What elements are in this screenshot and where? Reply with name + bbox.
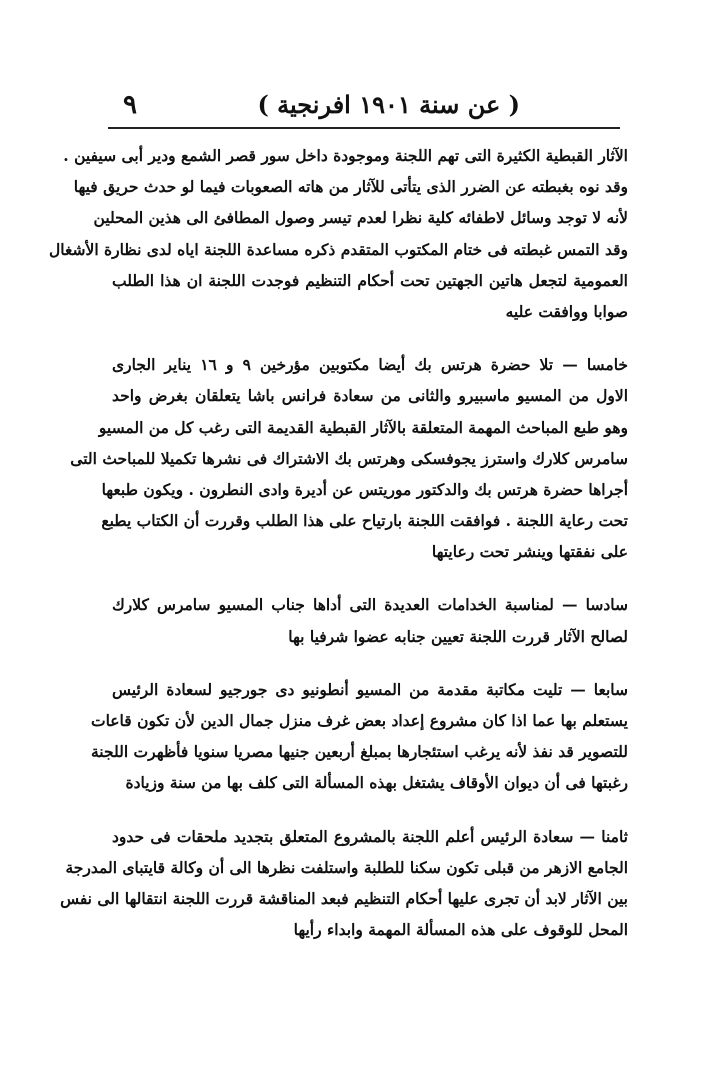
paragraph <box>112 589 628 651</box>
text-line: وهو طبع المباحث المهمة المتعلقة بالآثار القبطية القديمة التى رغب كل من المسيو <box>98 417 628 437</box>
page-header <box>95 88 635 124</box>
text-line: المحل للوقوف على هذه المسألة المهمة وابداء رأيها <box>293 920 628 940</box>
paragraph <box>90 674 628 799</box>
text-line: وقد التمس غبطته فى ختام المكتوب المتقدم ذكره مساعدة اللجنة اياه لدى نظارة الأشغال <box>49 239 628 259</box>
text-line: الجامع الازهر من قبلى تكون سكنا للطلبة واستلفت نظرها الى أن وكالة قايتباى المدرجة <box>65 857 628 877</box>
text-line: صوابا ووافقت عليه <box>505 301 628 321</box>
running-title: ( عن سنة ١٩٠١ افرنجية ) <box>257 90 520 119</box>
text-line: خامسا — تلا حضرة هرتس بك أيضا مكتوبين مؤرخين ٩ و ١٦ يناير الجارى <box>112 355 628 375</box>
page-number: ٩ <box>123 90 137 120</box>
paragraph <box>49 140 628 327</box>
paragraph-gap <box>112 567 628 589</box>
paragraph <box>60 821 628 946</box>
text-line: العمومية لتجعل هاتين الجهتين تحت أحكام التنظيم فوجدت اللجنة ان هذا الطلب <box>112 270 628 290</box>
text-line: تحت رعاية اللجنة . فوافقت اللجنة بارتياح على هذا الطلب وقررت أن الكتاب يطبع <box>101 511 628 531</box>
paragraph-gap <box>112 327 628 349</box>
paragraph-gap <box>112 799 628 821</box>
text-line: للتصوير قد نفذ لأنه يرغب استئجارها بمبلغ أربعين جنيها مصريا سنويا فأظهرت اللجنة <box>91 742 628 762</box>
text-line: سامرس كلارك واسترز يجوفسكى وهرتس بك الاشتراك فى نشرها تكميلا للمباحث التى <box>70 448 628 468</box>
text-line: على نفقتها وينشر تحت رعايتها <box>431 542 628 562</box>
text-line: سابعا — تليت مكاتبة مقدمة من المسيو أنطونيو دى جورجيو لسعادة الرئيس <box>112 679 628 699</box>
paragraph <box>70 349 628 567</box>
text-line: بين الآثار لابد أن تجرى عليها أحكام التنظيم فبعد المناقشة قررت اللجنة انتقالها الى نفس <box>60 888 628 908</box>
text-line: سادسا — لمناسبة الخدامات العديدة التى أداها جناب المسيو سامرس كلارك <box>112 595 628 615</box>
text-line: ثامنا — سعادة الرئيس أعلم اللجنة بالمشروع المتعلق بتجديد ملحقات فى حدود <box>112 826 628 846</box>
body-text <box>49 140 628 945</box>
text-line: الآثار القبطية الكثيرة التى تهم اللجنة وموجودة داخل سور قصر الشمع ودير أبى سيفين . <box>63 146 628 165</box>
text-line: يستعلم بها عما اذا كان مشروع إعداد بعض غرف منزل جمال الدين لأن تكون قاعات <box>90 711 628 730</box>
header-rule <box>108 127 620 129</box>
text-line: أجراها حضرة هرتس بك والدكتور موريتس عن أديرة وادى النطرون . ويكون طبعها <box>101 479 628 499</box>
text-line: رغبتها فى أن ديوان الأوقاف يشتغل بهذه المسألة التى كلف بها من سنة وزيادة <box>125 773 628 793</box>
text-line: لصالح الآثار قررت اللجنة تعيين جنابه عضوا شرفيا بها <box>288 626 628 646</box>
text-line: الاول من المسيو ماسبيرو والثانى من سعادة فرانس باشا يتعلقان بغرض واحد <box>112 386 628 406</box>
text-line: لأنه لا توجد وسائل لاطفائه كلية نظرا لعدم تيسر وصول المطافئ الى هذين المحلين <box>93 208 628 228</box>
paragraph-gap <box>112 652 628 674</box>
text-line: وقد نوه بغبطته عن الضرر الذى يتأتى للآثار من هاته الصعوبات فيما لو حدث حريق فيها <box>73 177 628 197</box>
